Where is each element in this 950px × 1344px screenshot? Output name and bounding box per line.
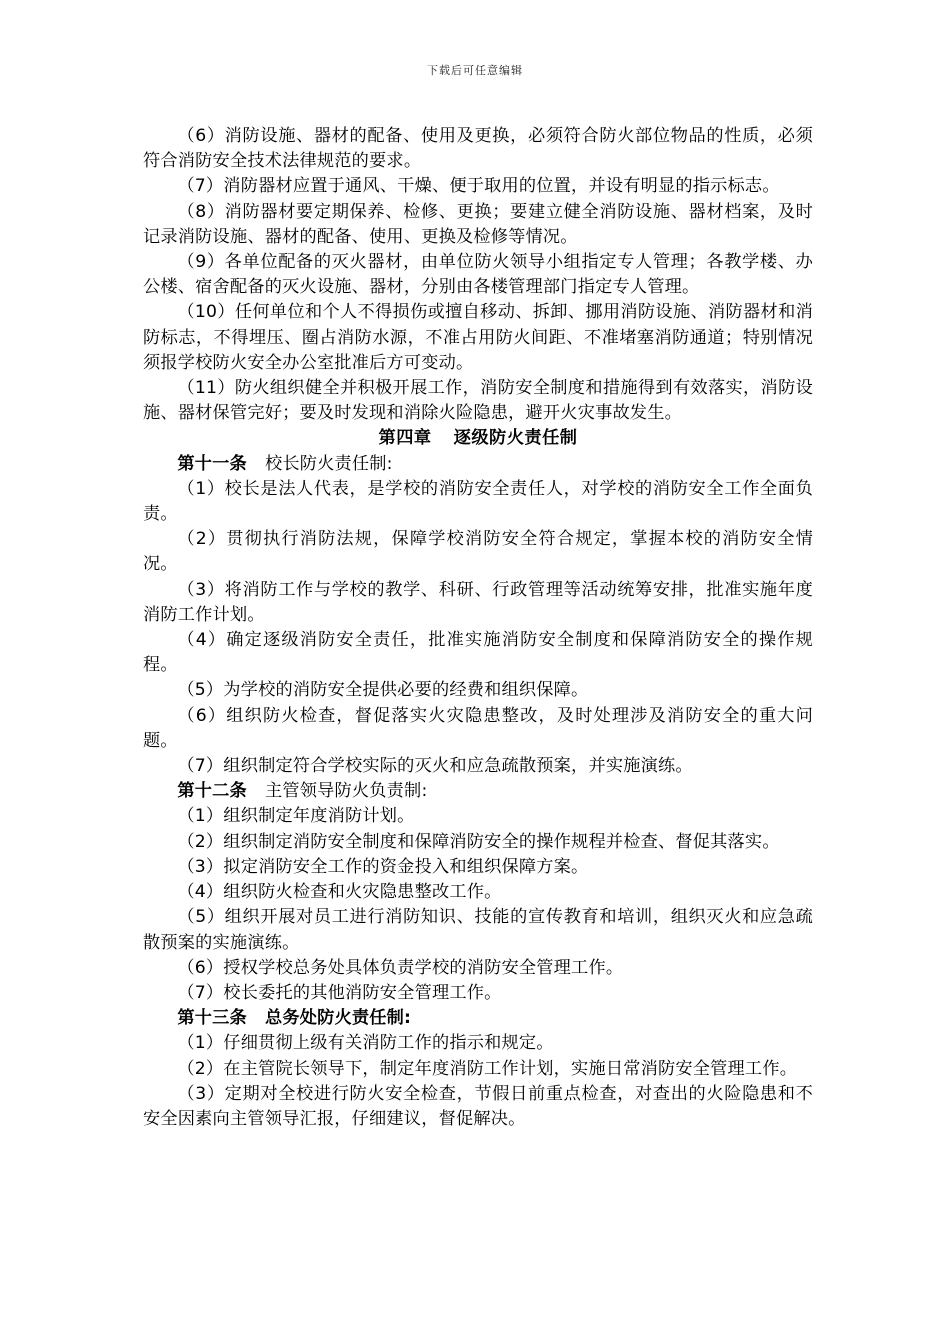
paragraph: （3）定期对全校进行防火安全检查，节假日前重点检查，对查出的火险隐患和不安全因素向主管领导汇报，仔细建议，督促解决。 xyxy=(143,1083,813,1129)
article-number: 第十二条 xyxy=(177,781,247,802)
paragraph: （3）拟定消防安全工作的资金投入和组织保障方案。 xyxy=(177,856,589,877)
article-heading xyxy=(143,779,813,804)
article-heading xyxy=(143,452,813,477)
paragraph: （8）消防器材要定期保养、检修、更换；要建立健全消防设施、器材档案，及时记录消防设施、器材的配备、使用、更换及检修等情况。 xyxy=(143,201,813,247)
article-title: 校长防火责任制: xyxy=(264,453,393,474)
paragraph: （2）组织制定消防安全制度和保障消防安全的操作规程并检查、督促其落实。 xyxy=(177,831,780,852)
article-number: 第十三条 xyxy=(177,1008,247,1029)
paragraph: （2）在主管院长领导下，制定年度消防工作计划，实施日常消防安全管理工作。 xyxy=(177,1058,798,1079)
document-body xyxy=(143,124,813,1132)
paragraph: （5）组织开展对员工进行消防知识、技能的宣传教育和培训，组织灭火和应急疏散预案的实施演练。 xyxy=(143,907,813,953)
chapter-heading xyxy=(143,426,813,451)
chapter-title: 逐级防火责任制 xyxy=(453,428,578,449)
paragraph: （7）组织制定符合学校实际的灭火和应急疏散预案，并实施演练。 xyxy=(177,756,693,777)
article-number: 第十一条 xyxy=(177,453,247,474)
paragraph: （1）校长是法人代表，是学校的消防安全责任人，对学校的消防安全工作全面负责。 xyxy=(143,478,813,525)
paragraph: （6）授权学校总务处具体负责学校的消防安全管理工作。 xyxy=(177,957,624,978)
paragraph: （10）任何单位和个人不得损伤或擅自移动、拆卸、挪用消防设施、消防器材和消防标志，不得埋压、圈占消防水源，不准占用防火间距、不准堵塞消防通道；特别情况须报学校防火安全办公室批准后方可变动。 xyxy=(143,302,813,373)
paragraph: （9）各单位配备的灭火器材，由单位防火领导小组指定专人管理；各教学楼、办公楼、宿舍配备的灭火设施、器材，分别由各楼管理部门指定专人管理。 xyxy=(143,252,813,298)
article-heading xyxy=(143,1006,813,1031)
paragraph: （11）防火组织健全并积极开展工作，消防安全制度和措施得到有效落实，消防设施、器材保管完好；要及时发现和消除火险隐患，避开火灾事故发生。 xyxy=(143,378,813,424)
paragraph: （4）确定逐级消防安全责任，批准实施消防安全制度和保障消防安全的操作规程。 xyxy=(143,630,813,676)
article-title: 总务处防火责任制: xyxy=(264,1008,412,1029)
chapter-number: 第四章 xyxy=(378,428,432,449)
paragraph: （1）仔细贯彻上级有关消防工作的指示和规定。 xyxy=(177,1033,554,1054)
paragraph: （1）组织制定年度消防计划。 xyxy=(177,806,415,827)
header-note: 下载后可任意编辑 xyxy=(427,64,523,77)
paragraph: （4）组织防火检查和火灾隐患整改工作。 xyxy=(177,882,502,903)
paragraph: （6）消防设施、器材的配备、使用及更换，必须符合防火部位物品的性质，必须符合消防安全技术法律规范的要求。 xyxy=(143,126,813,172)
paragraph: （7）消防器材应置于通风、干燥、便于取用的位置，并设有明显的指示标志。 xyxy=(177,176,780,197)
paragraph: （3）将消防工作与学校的教学、科研、行政管理等活动统筹安排，批准实施年度消防工作计划。 xyxy=(143,579,813,625)
paragraph: （5）为学校的消防安全提供必要的经费和组织保障。 xyxy=(177,680,589,701)
article-title: 主管领导防火负责制: xyxy=(264,781,428,802)
paragraph: （6）组织防火检查，督促落实火灾隐患整改，及时处理涉及消防安全的重大问题。 xyxy=(143,705,813,751)
paragraph: （7）校长委托的其他消防安全管理工作。 xyxy=(177,982,502,1003)
paragraph: （2）贯彻执行消防法规，保障学校消防安全符合规定，掌握本校的消防安全情况。 xyxy=(143,529,813,575)
